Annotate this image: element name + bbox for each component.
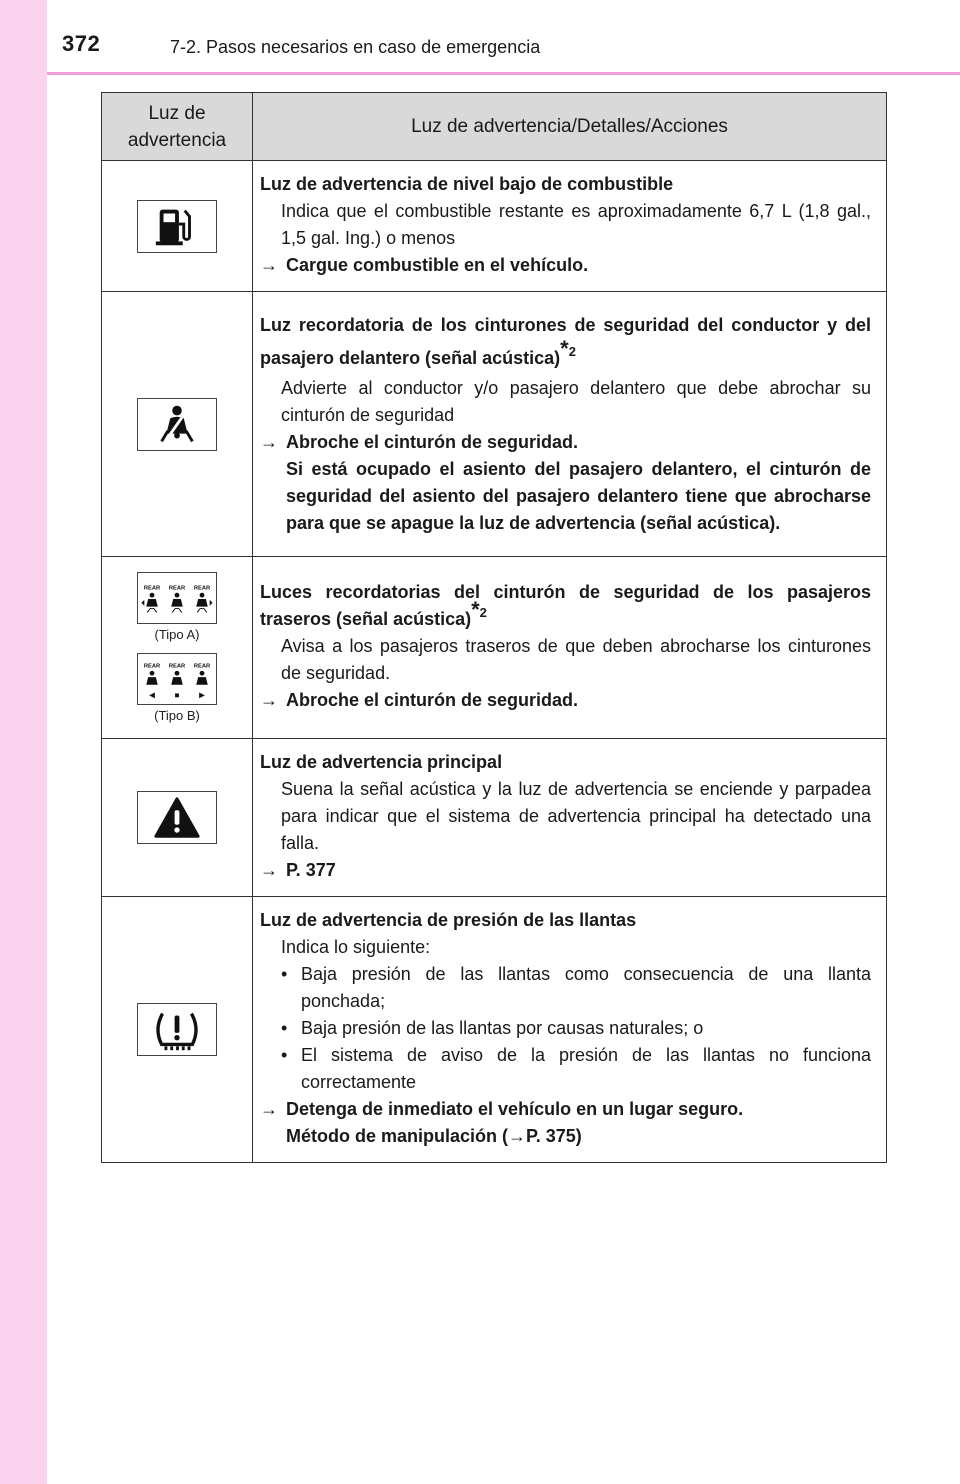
warning-lights-table — [101, 92, 887, 1163]
row-action — [260, 687, 871, 714]
header-rule — [47, 72, 960, 75]
arrow-icon: → — [260, 860, 278, 880]
row-title — [260, 579, 871, 633]
list-item-text: El sistema de aviso de la presión de las llantas no funciona correctamente — [301, 1045, 871, 1092]
rear-seatbelt-svg-a — [138, 573, 216, 623]
rear-label: REAR — [143, 662, 161, 669]
footnote-number: 2 — [479, 605, 487, 620]
rear-label: REAR — [168, 584, 186, 591]
row-title: Luz de advertencia de nivel bajo de combustible — [260, 174, 674, 194]
row-body: Advierte al conductor y/o pasajero delantero que debe abrochar su cinturón de seguridad — [281, 378, 871, 425]
row-body: Suena la señal acústica y la luz de advertencia se enciende y parpadea para indicar que el sistema de advertencia principal ha detectado una falla. — [281, 779, 871, 853]
rear-label: REAR — [168, 662, 186, 669]
seatbelt-icon — [137, 398, 217, 451]
footnote-star: * — [471, 597, 480, 622]
col-header-light — [102, 93, 253, 161]
row-title: Luz de advertencia de presión de las llantas — [260, 910, 637, 930]
row-action — [260, 252, 871, 279]
row-action — [260, 857, 871, 884]
footnote-star: * — [560, 336, 569, 361]
row-action-text: Cargue combustible en el vehículo. — [286, 255, 589, 275]
list-item — [260, 1042, 871, 1096]
table-row — [102, 897, 887, 1163]
icon-cell — [102, 292, 253, 557]
footnote-mark — [471, 597, 487, 622]
type-b-caption: (Tipo B) — [154, 707, 200, 723]
row-title-text: Luces recordatorias del cinturón de seguridad de los pasajeros traseros (señal acústica) — [260, 582, 871, 629]
description-cell — [253, 897, 887, 1163]
col-header-details: Luz de advertencia/Detalles/Acciones — [253, 93, 887, 161]
row-title: Luz de advertencia principal — [260, 752, 503, 772]
description-cell — [253, 739, 887, 897]
rear-label: REAR — [143, 584, 161, 591]
description-cell — [253, 557, 887, 739]
row-action — [260, 1096, 871, 1123]
footnote-number: 2 — [568, 344, 576, 359]
bullet-mark: • — [281, 1045, 288, 1065]
fuel-pump-icon — [137, 200, 217, 253]
table-row — [102, 292, 887, 557]
arrow-icon: → — [260, 1099, 278, 1119]
row-body: Indica lo siguiente: — [281, 937, 431, 957]
row-title — [260, 309, 871, 375]
row-body: Indica que el combustible restante es aproximadamente 6,7 L (1,8 gal., 1,5 gal. Ing.) o menos — [281, 201, 871, 248]
row-action-detail: Método de manipulación (→P. 375) — [286, 1126, 582, 1146]
tire-pressure-icon — [137, 1003, 217, 1056]
table-header-row — [102, 93, 887, 161]
arrow-icon: → — [260, 255, 278, 275]
row-action — [260, 429, 871, 456]
page-number: 372 — [62, 31, 101, 56]
row-action-text: Abroche el cinturón de seguridad. — [286, 432, 579, 452]
arrow-icon: → — [260, 432, 278, 452]
section-title: 7-2. Pasos necesarios en caso de emergencia — [170, 37, 541, 57]
icon-cell — [102, 739, 253, 897]
type-a-caption: (Tipo A) — [154, 626, 200, 642]
row-action-text: Abroche el cinturón de seguridad. — [286, 690, 579, 710]
row-title-text: Luz recordatoria de los cinturones de seguridad del conductor y del pasajero delantero (señal acústica) — [260, 315, 871, 368]
row-action-text: P. 377 — [286, 860, 336, 880]
rear-seatbelt-icon-type-a — [137, 572, 217, 624]
row-action-detail: Si está ocupado el asiento del pasajero delantero, el cinturón de seguridad del asiento del pasajero delantero tiene que abrocharse para que se apague la luz de advertencia (señal acústica). — [286, 459, 871, 533]
arrow-icon: → — [260, 690, 278, 710]
row-action-text: Detenga de inmediato el vehículo en un lugar seguro. — [286, 1099, 744, 1119]
rear-label: REAR — [193, 662, 211, 669]
list-item-text: Baja presión de las llantas por causas naturales; o — [301, 1018, 704, 1038]
row-body: Avisa a los pasajeros traseros de que deben abrocharse los cinturones de seguridad. — [281, 636, 871, 683]
list-item-text: Baja presión de las llantas como consecuencia de una llanta ponchada; — [301, 964, 871, 1011]
list-item — [260, 1015, 871, 1042]
list-item — [260, 961, 871, 1015]
bullet-mark: • — [281, 964, 288, 984]
col-header-light-text: Luz de advertencia — [127, 102, 227, 151]
footnote-mark — [560, 336, 576, 361]
rear-seatbelt-icon-type-b — [137, 653, 217, 705]
table-row — [102, 739, 887, 897]
icon-cell — [102, 557, 253, 739]
side-color-band — [0, 0, 47, 1484]
description-cell — [253, 292, 887, 557]
rear-seatbelt-svg-b — [138, 654, 216, 704]
icon-cell — [102, 161, 253, 292]
description-cell — [253, 161, 887, 292]
table-row — [102, 557, 887, 739]
icon-cell — [102, 897, 253, 1163]
bullet-mark: • — [281, 1018, 288, 1038]
rear-label: REAR — [193, 584, 211, 591]
master-warning-icon — [137, 791, 217, 844]
table-row — [102, 161, 887, 292]
